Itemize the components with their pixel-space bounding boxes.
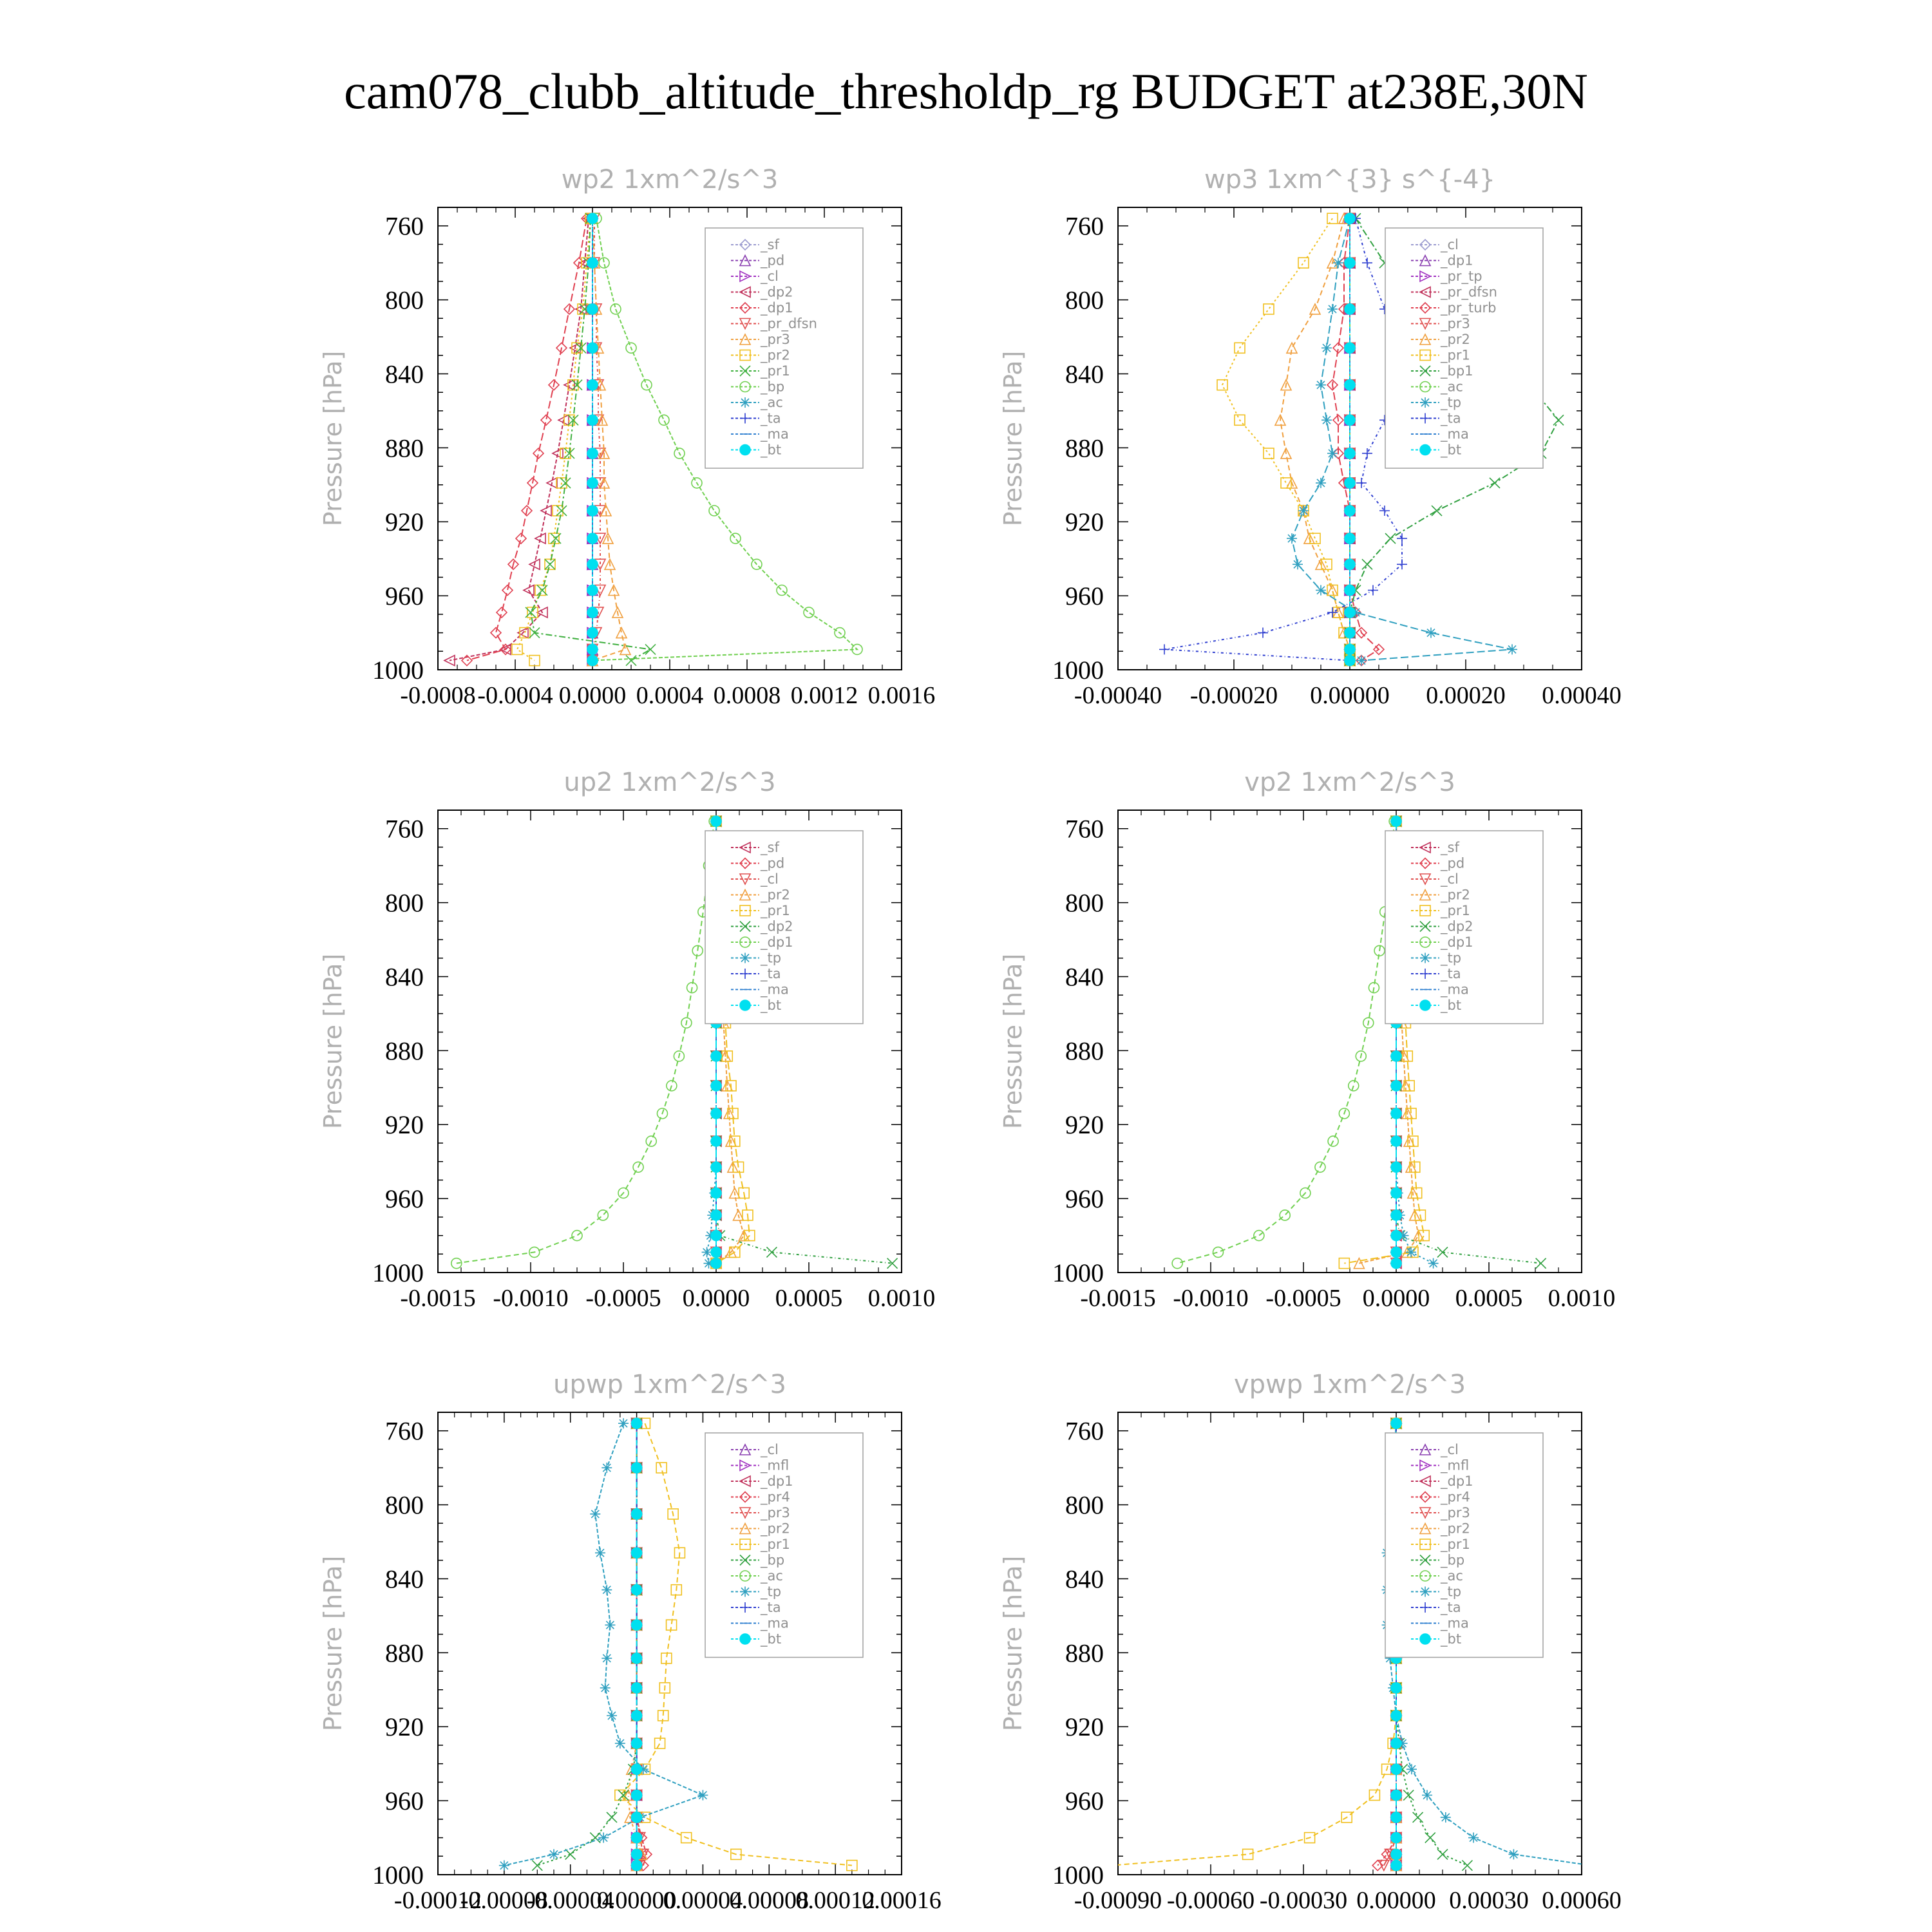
- x-tick-label: -0.00004: [526, 1887, 614, 1914]
- data-point-bt: [632, 1653, 642, 1663]
- legend-label: _bp: [761, 1552, 785, 1568]
- legend-label: _pr_dfsn: [761, 316, 817, 332]
- data-point-tp: [1422, 1790, 1432, 1801]
- y-tick-label: 800: [1065, 1490, 1104, 1520]
- data-point-bt: [1345, 585, 1355, 596]
- y-tick-label: 880: [385, 1638, 424, 1668]
- data-point-bt: [1391, 1231, 1401, 1241]
- legend-label: _ta: [1441, 1600, 1461, 1615]
- data-point-bt: [587, 343, 598, 353]
- legend-label: _pr3: [1441, 316, 1470, 332]
- y-tick-label: 960: [1065, 582, 1104, 611]
- x-tick-label: 0.00030: [1449, 1887, 1529, 1914]
- legend-label: _bp: [1441, 1552, 1465, 1568]
- data-point-bt: [632, 1463, 642, 1473]
- data-point-bt: [1391, 1188, 1401, 1198]
- data-point-bt: [632, 1833, 642, 1843]
- legend-label: _bp: [761, 379, 785, 395]
- data-point-bt: [587, 304, 598, 314]
- data-point-bt: [1345, 213, 1355, 223]
- y-tick-label: 800: [1065, 888, 1104, 918]
- panel-title-wp2: wp2 1xm^2/s^3: [561, 165, 779, 194]
- legend-label: _pr3: [761, 332, 790, 347]
- y-tick-label: 760: [1065, 1416, 1104, 1446]
- y-tick-label: 920: [1065, 507, 1104, 537]
- x-tick-label: 0.0000: [1362, 1285, 1430, 1312]
- data-point-bt: [1345, 506, 1355, 516]
- y-tick-label: 760: [385, 814, 424, 844]
- x-tick-label: 0.00000: [1310, 682, 1390, 709]
- legend-label: _pr2: [1441, 332, 1470, 347]
- data-point-bt: [711, 816, 721, 826]
- data-point-tp: [601, 1463, 612, 1473]
- x-tick-label: -0.0015: [1080, 1285, 1156, 1312]
- x-tick-label: -0.00008: [460, 1887, 548, 1914]
- data-point-tp: [1316, 585, 1326, 596]
- data-point-tp: [702, 1247, 712, 1257]
- y-tick-label: 960: [385, 582, 424, 611]
- legend-label: _bt: [761, 1631, 782, 1647]
- legend-marker: [740, 397, 750, 408]
- data-point-tp: [1426, 628, 1436, 638]
- data-point-bt: [711, 1081, 721, 1091]
- data-point-bt: [1345, 656, 1355, 666]
- data-point-tp: [1356, 656, 1367, 666]
- x-tick-label: -0.00012: [393, 1887, 482, 1914]
- legend-label: _tp: [1441, 1584, 1462, 1600]
- y-tick-label: 760: [1065, 211, 1104, 241]
- y-tick-label: 920: [1065, 1712, 1104, 1742]
- legend-label: _cl: [1441, 871, 1459, 887]
- data-point-tp: [590, 1509, 600, 1519]
- legend-label: _dp1: [1441, 1473, 1473, 1489]
- figure-title: cam078_clubb_altitude_thresholdp_rg BUDGET at238E,30N: [344, 63, 1588, 119]
- y-axis-label: Pressure [hPa]: [999, 953, 1027, 1130]
- legend-label: _pr3: [1441, 1505, 1470, 1520]
- data-point-bt: [1345, 258, 1355, 268]
- legend-label: _dp1: [1441, 934, 1473, 950]
- data-point-bt: [632, 1620, 642, 1630]
- data-point-tp: [549, 1849, 559, 1859]
- data-point-bt: [711, 1258, 721, 1269]
- data-point-tp: [1287, 533, 1297, 544]
- x-tick-label: -0.00020: [1189, 682, 1278, 709]
- y-tick-label: 880: [385, 433, 424, 463]
- legend-marker: [740, 953, 750, 963]
- data-point-bt: [1345, 343, 1355, 353]
- data-point-bt: [632, 1548, 642, 1558]
- data-point-bt: [711, 1188, 721, 1198]
- data-point-tp: [607, 1710, 617, 1721]
- data-point-bt: [632, 1764, 642, 1774]
- y-tick-label: 920: [1065, 1110, 1104, 1140]
- data-point-bt: [587, 644, 598, 654]
- legend-marker: [740, 1634, 750, 1644]
- data-point-bt: [632, 1683, 642, 1693]
- y-axis-label: Pressure [hPa]: [999, 350, 1027, 527]
- y-tick-label: 800: [385, 888, 424, 918]
- legend-label: _ma: [761, 981, 789, 998]
- legend-label: _ta: [761, 410, 781, 426]
- legend-label: _cl: [761, 1442, 779, 1457]
- data-point-tp: [615, 1738, 625, 1748]
- y-tick-label: 840: [1065, 962, 1104, 992]
- legend-marker: [740, 1000, 750, 1010]
- y-tick-label: 840: [385, 962, 424, 992]
- legend-label: _pr1: [1441, 903, 1470, 918]
- legend-label: _sf: [761, 237, 779, 252]
- data-point-bt: [1391, 1051, 1401, 1061]
- y-tick-label: 920: [385, 507, 424, 537]
- data-point-bt: [711, 1136, 721, 1146]
- x-tick-label: 0.0000: [682, 1285, 750, 1312]
- data-point-tp: [601, 1585, 612, 1595]
- data-point-bt: [632, 1812, 642, 1823]
- y-tick-label: 1000: [1052, 1861, 1104, 1889]
- x-tick-label: 0.00012: [795, 1887, 875, 1914]
- data-point-tp: [1508, 1849, 1519, 1859]
- data-point-tp: [1406, 1247, 1416, 1257]
- x-tick-label: -0.0010: [493, 1285, 569, 1312]
- legend-marker: [1420, 1000, 1430, 1010]
- legend-label: _cl: [761, 871, 779, 887]
- data-point-bt: [632, 1585, 642, 1595]
- legend-marker: [1420, 1587, 1430, 1597]
- data-point-tp: [1321, 343, 1332, 353]
- data-point-tp: [1327, 448, 1338, 459]
- data-point-bt: [1391, 1108, 1401, 1119]
- data-point-bt: [1391, 1833, 1401, 1843]
- legend-label: _bt: [1441, 442, 1462, 458]
- legend-label: _tp: [1441, 395, 1462, 410]
- x-tick-label: 0.0016: [867, 682, 936, 709]
- x-tick-label: 0.0004: [636, 682, 704, 709]
- y-tick-label: 880: [1065, 1638, 1104, 1668]
- data-point-tp: [600, 1683, 611, 1693]
- legend-label: _ta: [761, 966, 781, 981]
- data-point-bt: [632, 1861, 642, 1871]
- legend-label: _ma: [761, 426, 789, 442]
- data-point-bt: [1391, 1764, 1401, 1774]
- data-point-bt: [632, 1849, 642, 1859]
- data-point-bt: [587, 656, 598, 666]
- legend-label: _tp: [1441, 950, 1462, 966]
- legend-label: _dp2: [761, 284, 793, 300]
- data-point-bt: [587, 585, 598, 596]
- legend-label: _dp2: [761, 918, 793, 934]
- y-tick-label: 960: [1065, 1786, 1104, 1816]
- legend-label: _bt: [1441, 998, 1462, 1013]
- data-point-bt: [587, 506, 598, 516]
- data-point-bt: [587, 448, 598, 459]
- data-point-bt: [1391, 1790, 1401, 1801]
- legend-label: _tp: [761, 1584, 782, 1600]
- data-point-tp: [1293, 559, 1303, 569]
- legend-label: _bt: [761, 442, 782, 458]
- y-tick-label: 1000: [1052, 656, 1104, 685]
- panel-title-upwp: upwp 1xm^2/s^3: [553, 1370, 786, 1399]
- x-tick-label: 0.00000: [596, 1887, 677, 1914]
- data-point-tp: [1428, 1258, 1439, 1269]
- y-tick-label: 840: [385, 359, 424, 389]
- y-tick-label: 1000: [372, 1861, 424, 1889]
- data-point-bt: [632, 1790, 642, 1801]
- legend-marker: [740, 1587, 750, 1597]
- y-axis-label: Pressure [hPa]: [319, 1555, 347, 1732]
- data-point-bt: [1345, 607, 1355, 618]
- data-point-bt: [587, 607, 598, 618]
- x-tick-label: 0.00008: [729, 1887, 810, 1914]
- panel-title-vpwp: vpwp 1xm^2/s^3: [1233, 1370, 1466, 1399]
- y-tick-label: 800: [385, 1490, 424, 1520]
- y-tick-label: 1000: [372, 1258, 424, 1287]
- y-tick-label: 1000: [1052, 1258, 1104, 1287]
- x-tick-label: -0.0015: [400, 1285, 476, 1312]
- y-tick-label: 760: [385, 1416, 424, 1446]
- x-tick-label: -0.0004: [477, 682, 553, 709]
- data-point-bt: [1345, 559, 1355, 569]
- data-point-bt: [632, 1418, 642, 1428]
- legend-label: _tp: [761, 950, 782, 966]
- y-axis-label: Pressure [hPa]: [319, 953, 347, 1130]
- data-point-tp: [1316, 380, 1326, 390]
- data-point-bt: [711, 1231, 721, 1241]
- legend-marker: [1420, 1634, 1430, 1644]
- legend-label: _pr1: [761, 903, 790, 918]
- data-point-tp: [1406, 1764, 1417, 1774]
- x-tick-label: 0.0008: [713, 682, 781, 709]
- legend-label: _bp1: [1441, 363, 1473, 379]
- data-point-bt: [1345, 478, 1355, 488]
- data-point-bt: [711, 1162, 721, 1172]
- x-tick-label: 0.0012: [790, 682, 858, 709]
- x-tick-label: -0.00040: [1074, 682, 1162, 709]
- data-point-bt: [587, 415, 598, 425]
- y-tick-label: 1000: [372, 656, 424, 685]
- legend-label: _dp2: [1441, 918, 1473, 934]
- x-tick-label: -0.00030: [1259, 1887, 1348, 1914]
- legend-marker: [1420, 397, 1430, 408]
- data-point-bt: [632, 1710, 642, 1721]
- legend-label: _ta: [1441, 966, 1461, 981]
- data-point-bt: [587, 380, 598, 390]
- y-tick-label: 840: [385, 1564, 424, 1594]
- y-tick-label: 960: [1065, 1184, 1104, 1214]
- legend-label: _bt: [1441, 1631, 1462, 1647]
- data-point-bt: [1391, 1418, 1401, 1428]
- data-point-tp: [697, 1790, 708, 1801]
- data-point-tp: [1333, 258, 1343, 268]
- x-tick-label: -0.00060: [1166, 1887, 1255, 1914]
- data-point-bt: [1345, 304, 1355, 314]
- legend-marker: [1420, 445, 1430, 455]
- x-tick-label: 0.0005: [1455, 1285, 1523, 1312]
- data-point-bt: [1345, 448, 1355, 459]
- data-point-bt: [1391, 1861, 1401, 1871]
- data-point-bt: [1391, 1683, 1401, 1693]
- legend-label: _ta: [1441, 410, 1461, 426]
- legend-label: _pr2: [761, 887, 790, 903]
- x-tick-label: 0.0000: [558, 682, 627, 709]
- x-tick-label: 0.00020: [1426, 682, 1506, 709]
- legend-label: _mfl: [761, 1457, 790, 1473]
- legend-label: _sf: [761, 840, 779, 855]
- y-tick-label: 800: [385, 285, 424, 315]
- data-point-bt: [1391, 1136, 1401, 1146]
- data-point-bt: [587, 628, 598, 638]
- data-point-tp: [618, 1418, 629, 1428]
- legend-label: _pr2: [761, 347, 790, 363]
- y-tick-label: 840: [1065, 359, 1104, 389]
- legend-label: _pr_turb: [1441, 300, 1497, 316]
- data-point-tp: [1441, 1812, 1451, 1823]
- x-tick-label: 0.00060: [1542, 1887, 1622, 1914]
- legend-label: _sf: [1441, 840, 1459, 855]
- data-point-tp: [1507, 644, 1517, 654]
- x-tick-label: 0.00016: [862, 1887, 942, 1914]
- data-point-tp: [598, 1833, 609, 1843]
- data-point-bt: [711, 1210, 721, 1220]
- legend-label: _pr1: [1441, 1537, 1470, 1552]
- legend-label: _ac: [1441, 379, 1463, 395]
- legend-label: _cl: [1441, 1442, 1459, 1457]
- data-point-bt: [1391, 816, 1401, 826]
- legend-label: _pd: [761, 855, 785, 871]
- legend-label: _dp1: [1441, 252, 1473, 269]
- data-point-bt: [587, 478, 598, 488]
- data-point-bt: [1391, 1247, 1401, 1257]
- panel-title-wp3: wp3 1xm^{3} s^{-4}: [1204, 165, 1496, 194]
- y-tick-label: 880: [1065, 1036, 1104, 1066]
- y-tick-label: 960: [385, 1184, 424, 1214]
- legend-label: _bt: [761, 998, 782, 1013]
- legend-label: _pr1: [761, 363, 790, 379]
- legend-label: _ta: [761, 1600, 781, 1615]
- data-point-tp: [605, 1620, 615, 1630]
- data-point-tp: [499, 1861, 509, 1871]
- legend-label: _ac: [1441, 1568, 1463, 1584]
- data-point-tp: [1316, 478, 1326, 488]
- panel-title-vp2: vp2 1xm^2/s^3: [1244, 768, 1455, 797]
- data-point-bt: [1391, 1710, 1401, 1721]
- legend-label: _cl: [761, 269, 779, 284]
- legend-label: _ma: [761, 1615, 789, 1631]
- data-point-bt: [1345, 628, 1355, 638]
- data-point-tp: [1327, 304, 1338, 314]
- data-point-bt: [1391, 1812, 1401, 1823]
- x-tick-label: 0.0010: [1548, 1285, 1616, 1312]
- legend-label: _cl: [1441, 237, 1459, 252]
- data-point-tp: [601, 1653, 612, 1663]
- x-tick-label: 0.0010: [867, 1285, 936, 1312]
- legend-label: _ac: [761, 1568, 783, 1584]
- legend-marker: [1420, 953, 1430, 963]
- legend-label: _pr1: [761, 1537, 790, 1552]
- legend-label: _pd: [1441, 855, 1465, 871]
- y-tick-label: 800: [1065, 285, 1104, 315]
- legend-label: _pd: [761, 252, 785, 269]
- legend-label: _ma: [1441, 1615, 1469, 1631]
- data-point-bt: [1345, 380, 1355, 390]
- data-point-bt: [1345, 644, 1355, 654]
- data-point-tp: [1298, 506, 1309, 516]
- data-point-bt: [1391, 1081, 1401, 1091]
- x-tick-label: 0.00000: [1356, 1887, 1436, 1914]
- legend-label: _pr1: [1441, 347, 1470, 363]
- y-tick-label: 840: [1065, 1564, 1104, 1594]
- legend-label: _mfl: [1441, 1457, 1470, 1473]
- legend-label: _pr_dfsn: [1441, 284, 1497, 300]
- legend-label: _pr_tp: [1441, 269, 1482, 284]
- y-tick-label: 920: [385, 1712, 424, 1742]
- data-point-bt: [587, 258, 598, 268]
- data-point-bt: [1345, 533, 1355, 544]
- data-point-bt: [632, 1509, 642, 1519]
- panel-title-up2: up2 1xm^2/s^3: [564, 768, 776, 797]
- data-point-bt: [1391, 1258, 1401, 1269]
- x-tick-label: 0.0005: [775, 1285, 843, 1312]
- legend-label: _dp1: [761, 1473, 793, 1489]
- y-tick-label: 960: [385, 1786, 424, 1816]
- y-axis-label: Pressure [hPa]: [999, 1555, 1027, 1732]
- data-point-tp: [1321, 415, 1332, 425]
- legend-label: _dp1: [761, 934, 793, 950]
- data-point-bt: [1345, 415, 1355, 425]
- legend-label: _pr2: [1441, 887, 1470, 903]
- legend-label: _ac: [761, 395, 783, 410]
- legend-label: _pr2: [1441, 1520, 1470, 1537]
- x-tick-label: -0.0010: [1173, 1285, 1249, 1312]
- data-point-bt: [632, 1738, 642, 1748]
- legend-label: _pr3: [761, 1505, 790, 1520]
- y-tick-label: 880: [1065, 433, 1104, 463]
- legend-label: _pr2: [761, 1520, 790, 1537]
- legend-label: _ma: [1441, 426, 1469, 442]
- legend-label: _dp1: [761, 300, 793, 316]
- data-point-tp: [1468, 1833, 1479, 1843]
- data-point-bt: [711, 1108, 721, 1119]
- data-point-bt: [1391, 1162, 1401, 1172]
- data-point-bt: [1391, 1849, 1401, 1859]
- data-point-bt: [587, 533, 598, 544]
- data-point-bt: [587, 213, 598, 223]
- data-point-bt: [1391, 1210, 1401, 1220]
- legend-marker: [740, 445, 750, 455]
- data-point-bt: [711, 1051, 721, 1061]
- y-tick-label: 760: [385, 211, 424, 241]
- legend-label: _pr4: [1441, 1489, 1470, 1505]
- x-tick-label: -0.0008: [400, 682, 476, 709]
- legend-label: _pr4: [761, 1489, 790, 1505]
- x-tick-label: 0.00004: [663, 1887, 743, 1914]
- data-point-bt: [1391, 1738, 1401, 1748]
- x-tick-label: 0.00040: [1542, 682, 1622, 709]
- data-point-bt: [711, 1247, 721, 1257]
- y-tick-label: 920: [385, 1110, 424, 1140]
- legend-label: _ma: [1441, 981, 1469, 998]
- x-tick-label: -0.00090: [1074, 1887, 1162, 1914]
- y-axis-label: Pressure [hPa]: [319, 350, 347, 527]
- y-tick-label: 880: [385, 1036, 424, 1066]
- data-point-bt: [587, 559, 598, 569]
- x-tick-label: -0.0005: [585, 1285, 661, 1312]
- x-tick-label: -0.0005: [1265, 1285, 1341, 1312]
- y-tick-label: 760: [1065, 814, 1104, 844]
- data-point-tp: [595, 1548, 605, 1558]
